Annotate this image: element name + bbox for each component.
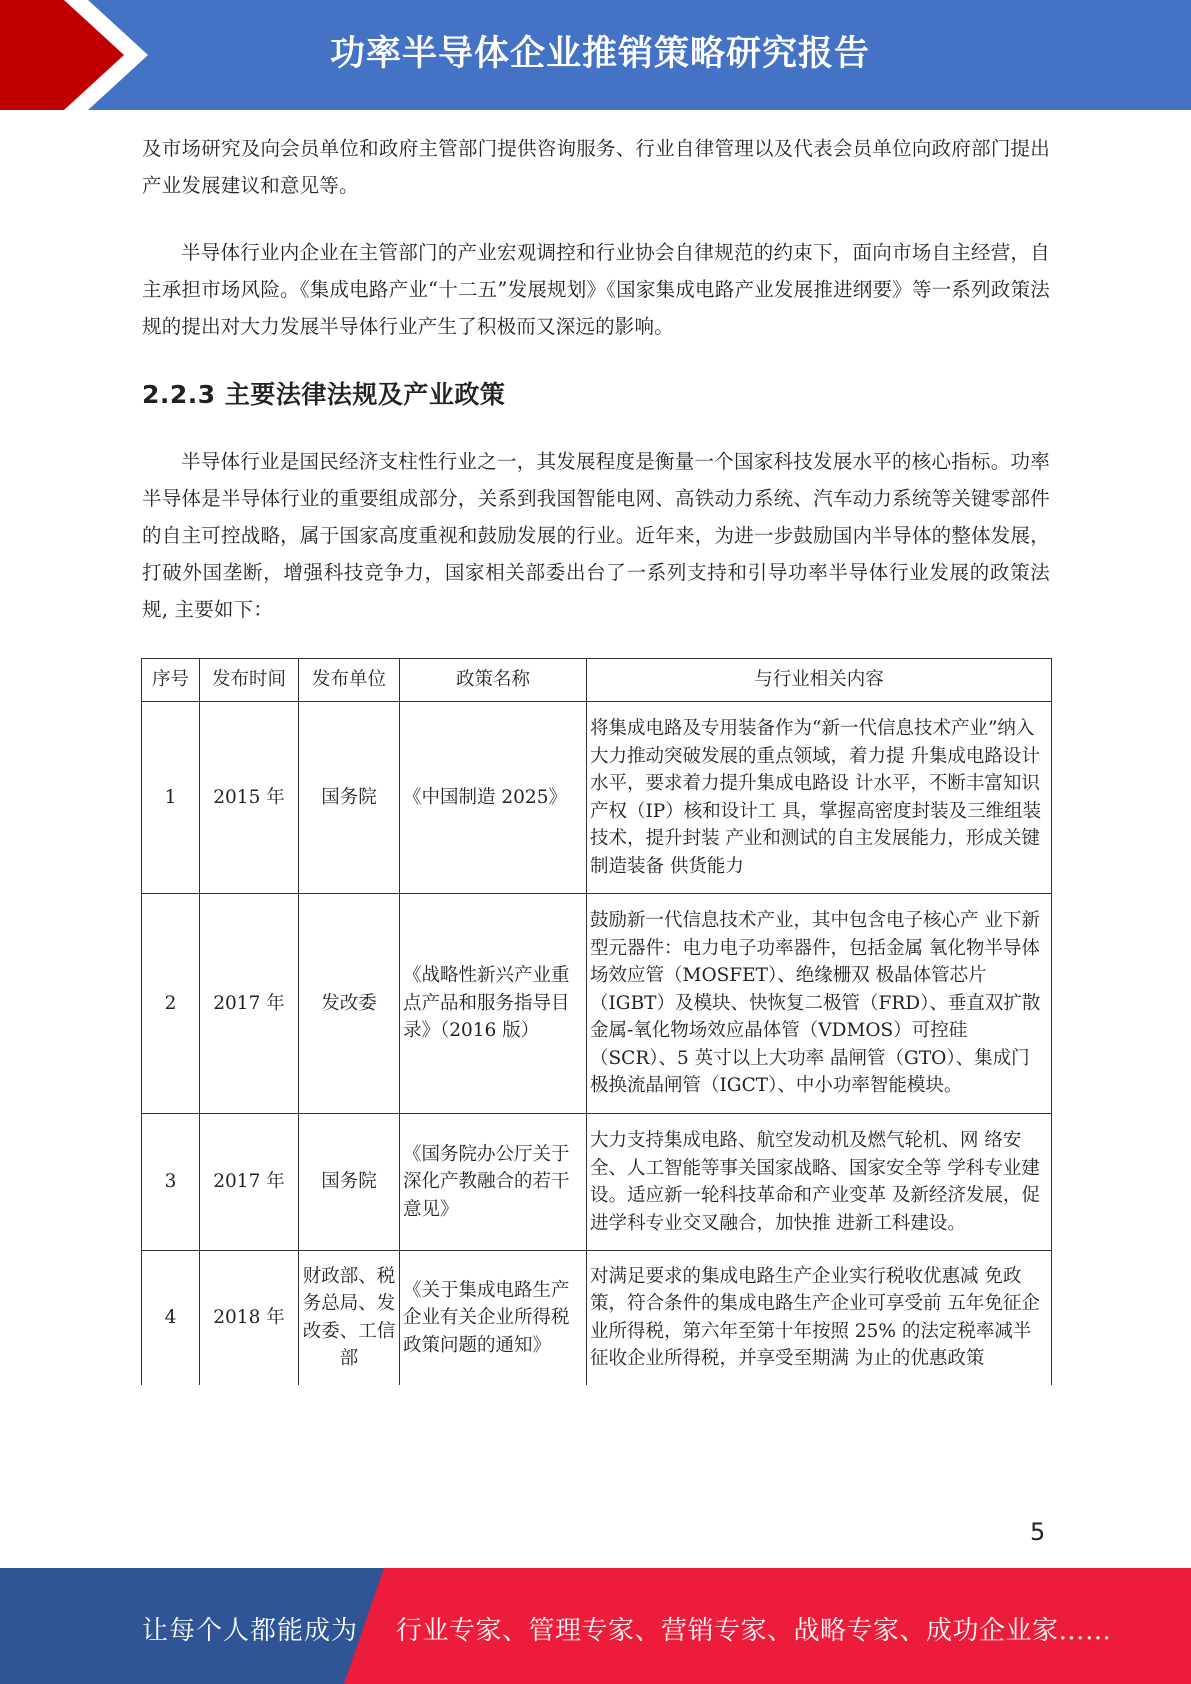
cell-date: 2017 年 bbox=[200, 1114, 299, 1251]
cell-no: 4 bbox=[142, 1251, 200, 1385]
cell-no: 3 bbox=[142, 1114, 200, 1251]
col-header-name: 政策名称 bbox=[400, 659, 587, 702]
report-title: 功率半导体企业推销策略研究报告 bbox=[330, 34, 871, 74]
table-row bbox=[142, 1251, 1052, 1385]
table-row bbox=[142, 894, 1052, 1114]
section-heading: 2.2.3 主要法律法规及产业政策 bbox=[142, 380, 506, 409]
footer-slogan-left: 让每个人都能成为 bbox=[142, 1616, 359, 1646]
col-header-date: 发布时间 bbox=[200, 659, 299, 702]
col-header-unit: 发布单位 bbox=[299, 659, 400, 702]
cell-no: 2 bbox=[142, 894, 200, 1114]
footer-slogan-right: 行业专家、管理专家、营销专家、战略专家、成功企业家…… bbox=[396, 1616, 1112, 1646]
col-header-no: 序号 bbox=[142, 659, 200, 702]
table-row bbox=[142, 702, 1052, 894]
cell-unit: 国务院 bbox=[299, 1114, 400, 1251]
cell-policy-name: 《中国制造 2025》 bbox=[400, 702, 587, 894]
cell-policy-name: 《关于集成电路生产企业有关企业所得税政策问题的通知》 bbox=[400, 1251, 587, 1385]
cell-date: 2017 年 bbox=[200, 894, 299, 1114]
col-header-content: 与行业相关内容 bbox=[587, 659, 1052, 702]
cell-content: 大力支持集成电路、航空发动机及燃气轮机、网 络安全、人工智能等事关国家战略、国家安全等 学科专业建设。适应新一轮科技革命和产业变革 及新经济发展，促进学科专业交叉融合，加快推 进新工科建设。 bbox=[587, 1114, 1052, 1251]
paragraph-policy-intro: 半导体行业是国民经济支柱性行业之一，其发展程度是衡量一个国家科技发展水平的核心指标。功率半导体是半导体行业的重要组成部分，关系到我国智能电网、高铁动力系统、汽车动力系统等关键零部件的自主可控战略，属于国家高度重视和鼓励发展的行业。近年来，为进一步鼓励国内半导体的整体发展，打破外国垄断，增强科技竞争力，国家相关部委出台了一系列支持和引导功率半导体行业发展的政策法规, 主要如下： bbox=[142, 450, 1050, 621]
header-arrow-decoration bbox=[0, 0, 160, 110]
paragraph-regulation: 半导体行业内企业在主管部门的产业宏观调控和行业协会自律规范的约束下，面向市场自主经营，自主承担市场风险。《集成电路产业“十二五”发展规划》《国家集成电路产业发展推进纲要》等一系列政策法规的提出对大力发展半导体行业产生了积极而又深远的影响。 bbox=[142, 241, 1050, 338]
cell-content: 对满足要求的集成电路生产企业实行税收优惠减 免政策，符合条件的集成电路生产企业可享受前 五年免征企业所得税，第六年至第十年按照 25% 的法定税率减半征收企业所得税，并享受至期满 为止的优惠政策 bbox=[587, 1251, 1052, 1385]
cell-unit: 国务院 bbox=[299, 702, 400, 894]
table-header-row bbox=[142, 659, 1052, 702]
cell-date: 2018 年 bbox=[200, 1251, 299, 1385]
paragraph-intro: 及市场研究及向会员单位和政府主管部门提供咨询服务、行业自律管理以及代表会员单位向政府部门提出产业发展建议和意见等。 bbox=[142, 137, 1050, 197]
policy-table bbox=[141, 658, 1052, 1385]
cell-policy-name: 《国务院办公厅关于深化产教融合的若干意见》 bbox=[400, 1114, 587, 1251]
page-number: 5 bbox=[1030, 1518, 1046, 1546]
cell-unit: 财政部、税务总局、发改委、工信部 bbox=[299, 1251, 400, 1385]
table-row bbox=[142, 1114, 1052, 1251]
cell-unit: 发改委 bbox=[299, 894, 400, 1114]
page-footer bbox=[0, 1568, 1191, 1684]
cell-content: 鼓励新一代信息技术产业，其中包含电子核心产 业下新型元器件：电力电子功率器件，包括金属 氧化物半导体场效应管（MOSFET）、绝缘栅双 极晶体管芯片（IGBT）及模块、快恢复二极管（FRD）、垂直双扩散金属-氧化物场效应晶体管（VDMOS）可控硅（SCR）、5 英寸以上大功率 晶闸管（GTO）、集成门极换流晶闸管（IGCT）、中小功率智能模块。 bbox=[587, 894, 1052, 1114]
cell-policy-name: 《战略性新兴产业重点产品和服务指导目录》（2016 版） bbox=[400, 894, 587, 1114]
cell-content: 将集成电路及专用装备作为“新一代信息技术产业”纳入大力推动突破发展的重点领域，着力提 升集成电路设计水平，要求着力提升集成电路设 计水平，不断丰富知识产权（IP）核和设计工 具，掌握高密度封装及三维组装技术，提升封装 产业和测试的自主发展能力，形成关键制造装备 供货能力 bbox=[587, 702, 1052, 894]
cell-no: 1 bbox=[142, 702, 200, 894]
cell-date: 2015 年 bbox=[200, 702, 299, 894]
page-content bbox=[142, 130, 1050, 1385]
page-header bbox=[0, 0, 1191, 110]
